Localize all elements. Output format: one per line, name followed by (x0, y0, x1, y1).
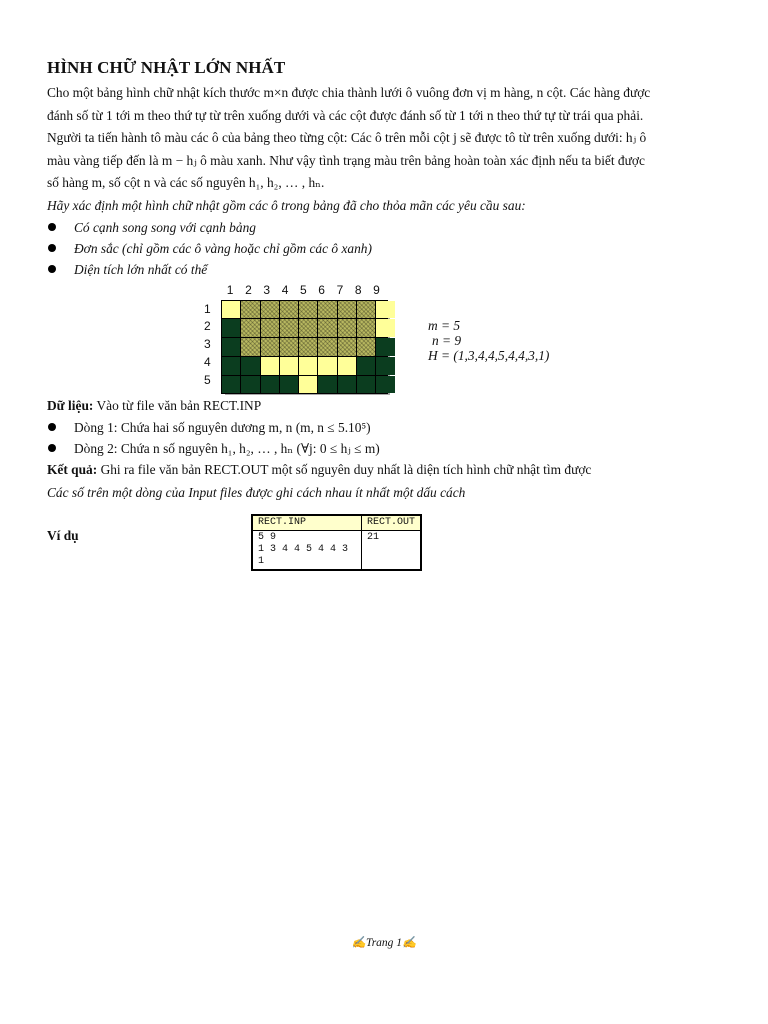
grid-cell (376, 301, 394, 319)
param-h: H = (1,3,4,4,5,4,4,3,1) (428, 347, 550, 363)
header-rect-inp: RECT.INP (252, 515, 362, 531)
intro-paragraph (47, 82, 727, 195)
grid-cell (299, 319, 317, 337)
grid-cell (338, 301, 356, 319)
grid-wrapper (221, 300, 388, 395)
grid-cell (299, 338, 317, 356)
color-grid (221, 300, 388, 395)
page-footer: ✍Trang 1✍ (351, 937, 417, 949)
intro-line: Cho một bảng hình chữ nhật kích thước m×n được chia thành lưới ô vuông đơn vị m hàng, n cột. Các hàng được (47, 85, 651, 100)
grid-cell (338, 357, 356, 375)
grid-cell (338, 376, 356, 394)
row-labels (204, 301, 211, 390)
grid-cell (318, 338, 336, 356)
grid-cell (222, 338, 240, 356)
grid-cell (318, 376, 336, 394)
grid-cell (261, 319, 279, 337)
output-label: Kết quả: (47, 462, 98, 477)
example-heading: Ví dụ (47, 527, 79, 543)
grid-cell (338, 319, 356, 337)
intro-line: màu vàng tiếp đến là m − hⱼ ô màu xanh. Như vậy tình trạng màu trên bảng hoàn toàn xác định nếu ta biết được (47, 152, 645, 168)
row-label: 3 (204, 337, 211, 352)
grid-cell (376, 376, 394, 394)
grid-cell (241, 301, 259, 319)
grid-parameters (428, 318, 549, 363)
grid-cell (241, 357, 259, 375)
intro-line: đánh số từ 1 tới m theo thứ tự từ trên xuống dưới và các cột được đánh số từ 1 tới n theo thứ tự từ trái qua phải. (47, 107, 644, 123)
example-input-line: 5 9 (258, 532, 277, 543)
grid-cell (357, 338, 375, 356)
task-statement: Hãy xác định một hình chữ nhật gồm các ô trong bảng đã cho thỏa mãn các yêu cầu sau: (47, 197, 526, 213)
grid-cell (222, 376, 240, 394)
grid-cell (222, 357, 240, 375)
output-description (47, 459, 727, 482)
grid-cell (280, 357, 298, 375)
grid-cell (222, 301, 240, 319)
column-label: 2 (245, 282, 252, 297)
column-label: 5 (299, 282, 307, 297)
row-label: 1 (204, 301, 211, 316)
example-output-cell (362, 531, 422, 571)
requirements-list (47, 217, 727, 280)
grid-cell (241, 319, 259, 337)
grid-cell (376, 357, 394, 375)
grid-cell (261, 301, 279, 319)
grid-cell (222, 319, 240, 337)
param-m: m = 5 (428, 317, 461, 333)
output-section (47, 459, 727, 504)
row-label: 5 (204, 372, 211, 387)
column-label: 7 (336, 282, 344, 297)
grid-cell (299, 301, 317, 319)
intro-line: Người ta tiến hành tô màu các ô của bảng theo từng cột: Các ô trên mỗi cột j sẽ được tô từ trên xuống dưới: hⱼ ô (47, 130, 647, 145)
column-label: 6 (318, 282, 325, 297)
grid-cell (338, 338, 356, 356)
grid-figure (47, 283, 727, 393)
grid-cell (261, 338, 279, 356)
input-lines (47, 417, 727, 459)
example-table (251, 514, 422, 571)
requirement-item: Đơn sắc (chỉ gồm các ô vàng hoặc chỉ gồm các ô xanh) (47, 238, 727, 259)
param-n: n = 9 (432, 332, 462, 348)
grid-cell (357, 376, 375, 394)
column-labels (221, 283, 386, 297)
input-text: Vào từ file văn bản RECT.INP (93, 397, 262, 413)
example-output-line: 21 (367, 532, 380, 543)
grid-cell (280, 376, 298, 394)
example-body-row (252, 531, 421, 571)
column-label: 9 (373, 282, 380, 297)
example-input-cell (252, 531, 362, 571)
page-title: HÌNH CHỮ NHẬT LỚN NHẤT (47, 58, 286, 77)
requirement-item: Có cạnh song song với cạnh bảng (47, 217, 727, 238)
grid-cell (280, 319, 298, 337)
input-line-1: Dòng 1: Chứa hai số nguyên dương m, n (m, n ≤ 5.10⁵) (47, 417, 727, 438)
grid-cell (241, 376, 259, 394)
column-label: 8 (354, 282, 362, 297)
document-page (47, 58, 727, 544)
column-label: 3 (263, 282, 271, 297)
input-line-2: Dòng 2: Chứa n số nguyên h₁, h₂, … , hₙ (∀j: 0 ≤ hⱼ ≤ m) (47, 438, 727, 459)
example-header-row (252, 515, 421, 531)
grid-cell (261, 357, 279, 375)
grid-cell (261, 376, 279, 394)
input-label: Dữ liệu: (47, 397, 94, 413)
grid-cell (280, 301, 298, 319)
intro-line: số hàng m, số cột n và các số nguyên h₁, h₂, … , hₙ. (47, 175, 325, 190)
output-text: Ghi ra file văn bản RECT.OUT một số nguyên duy nhất là diện tích hình chữ nhật tìm được (97, 462, 592, 477)
header-rect-out: RECT.OUT (362, 515, 422, 531)
grid-cell (318, 319, 336, 337)
grid-cell (280, 338, 298, 356)
column-label: 4 (281, 282, 289, 297)
grid-cell (299, 357, 317, 375)
grid-cell (318, 357, 336, 375)
grid-cell (241, 338, 259, 356)
grid-cell (357, 357, 375, 375)
grid-cell (299, 376, 317, 394)
grid-cell (376, 338, 394, 356)
input-section (47, 395, 727, 460)
column-label: 1 (226, 282, 234, 297)
grid-cell (357, 319, 375, 337)
row-label: 4 (204, 354, 211, 369)
input-description (47, 395, 727, 418)
grid-cell (318, 301, 336, 319)
row-label: 2 (204, 319, 211, 334)
requirement-item: Diện tích lớn nhất có thể (47, 259, 727, 280)
output-note: Các số trên một dòng của Input files được ghi cách nhau ít nhất một dấu cách (47, 484, 466, 500)
grid-cell (376, 319, 394, 337)
example-input-line: 1 3 4 4 5 4 4 3 1 (258, 544, 349, 567)
grid-cell (357, 301, 375, 319)
